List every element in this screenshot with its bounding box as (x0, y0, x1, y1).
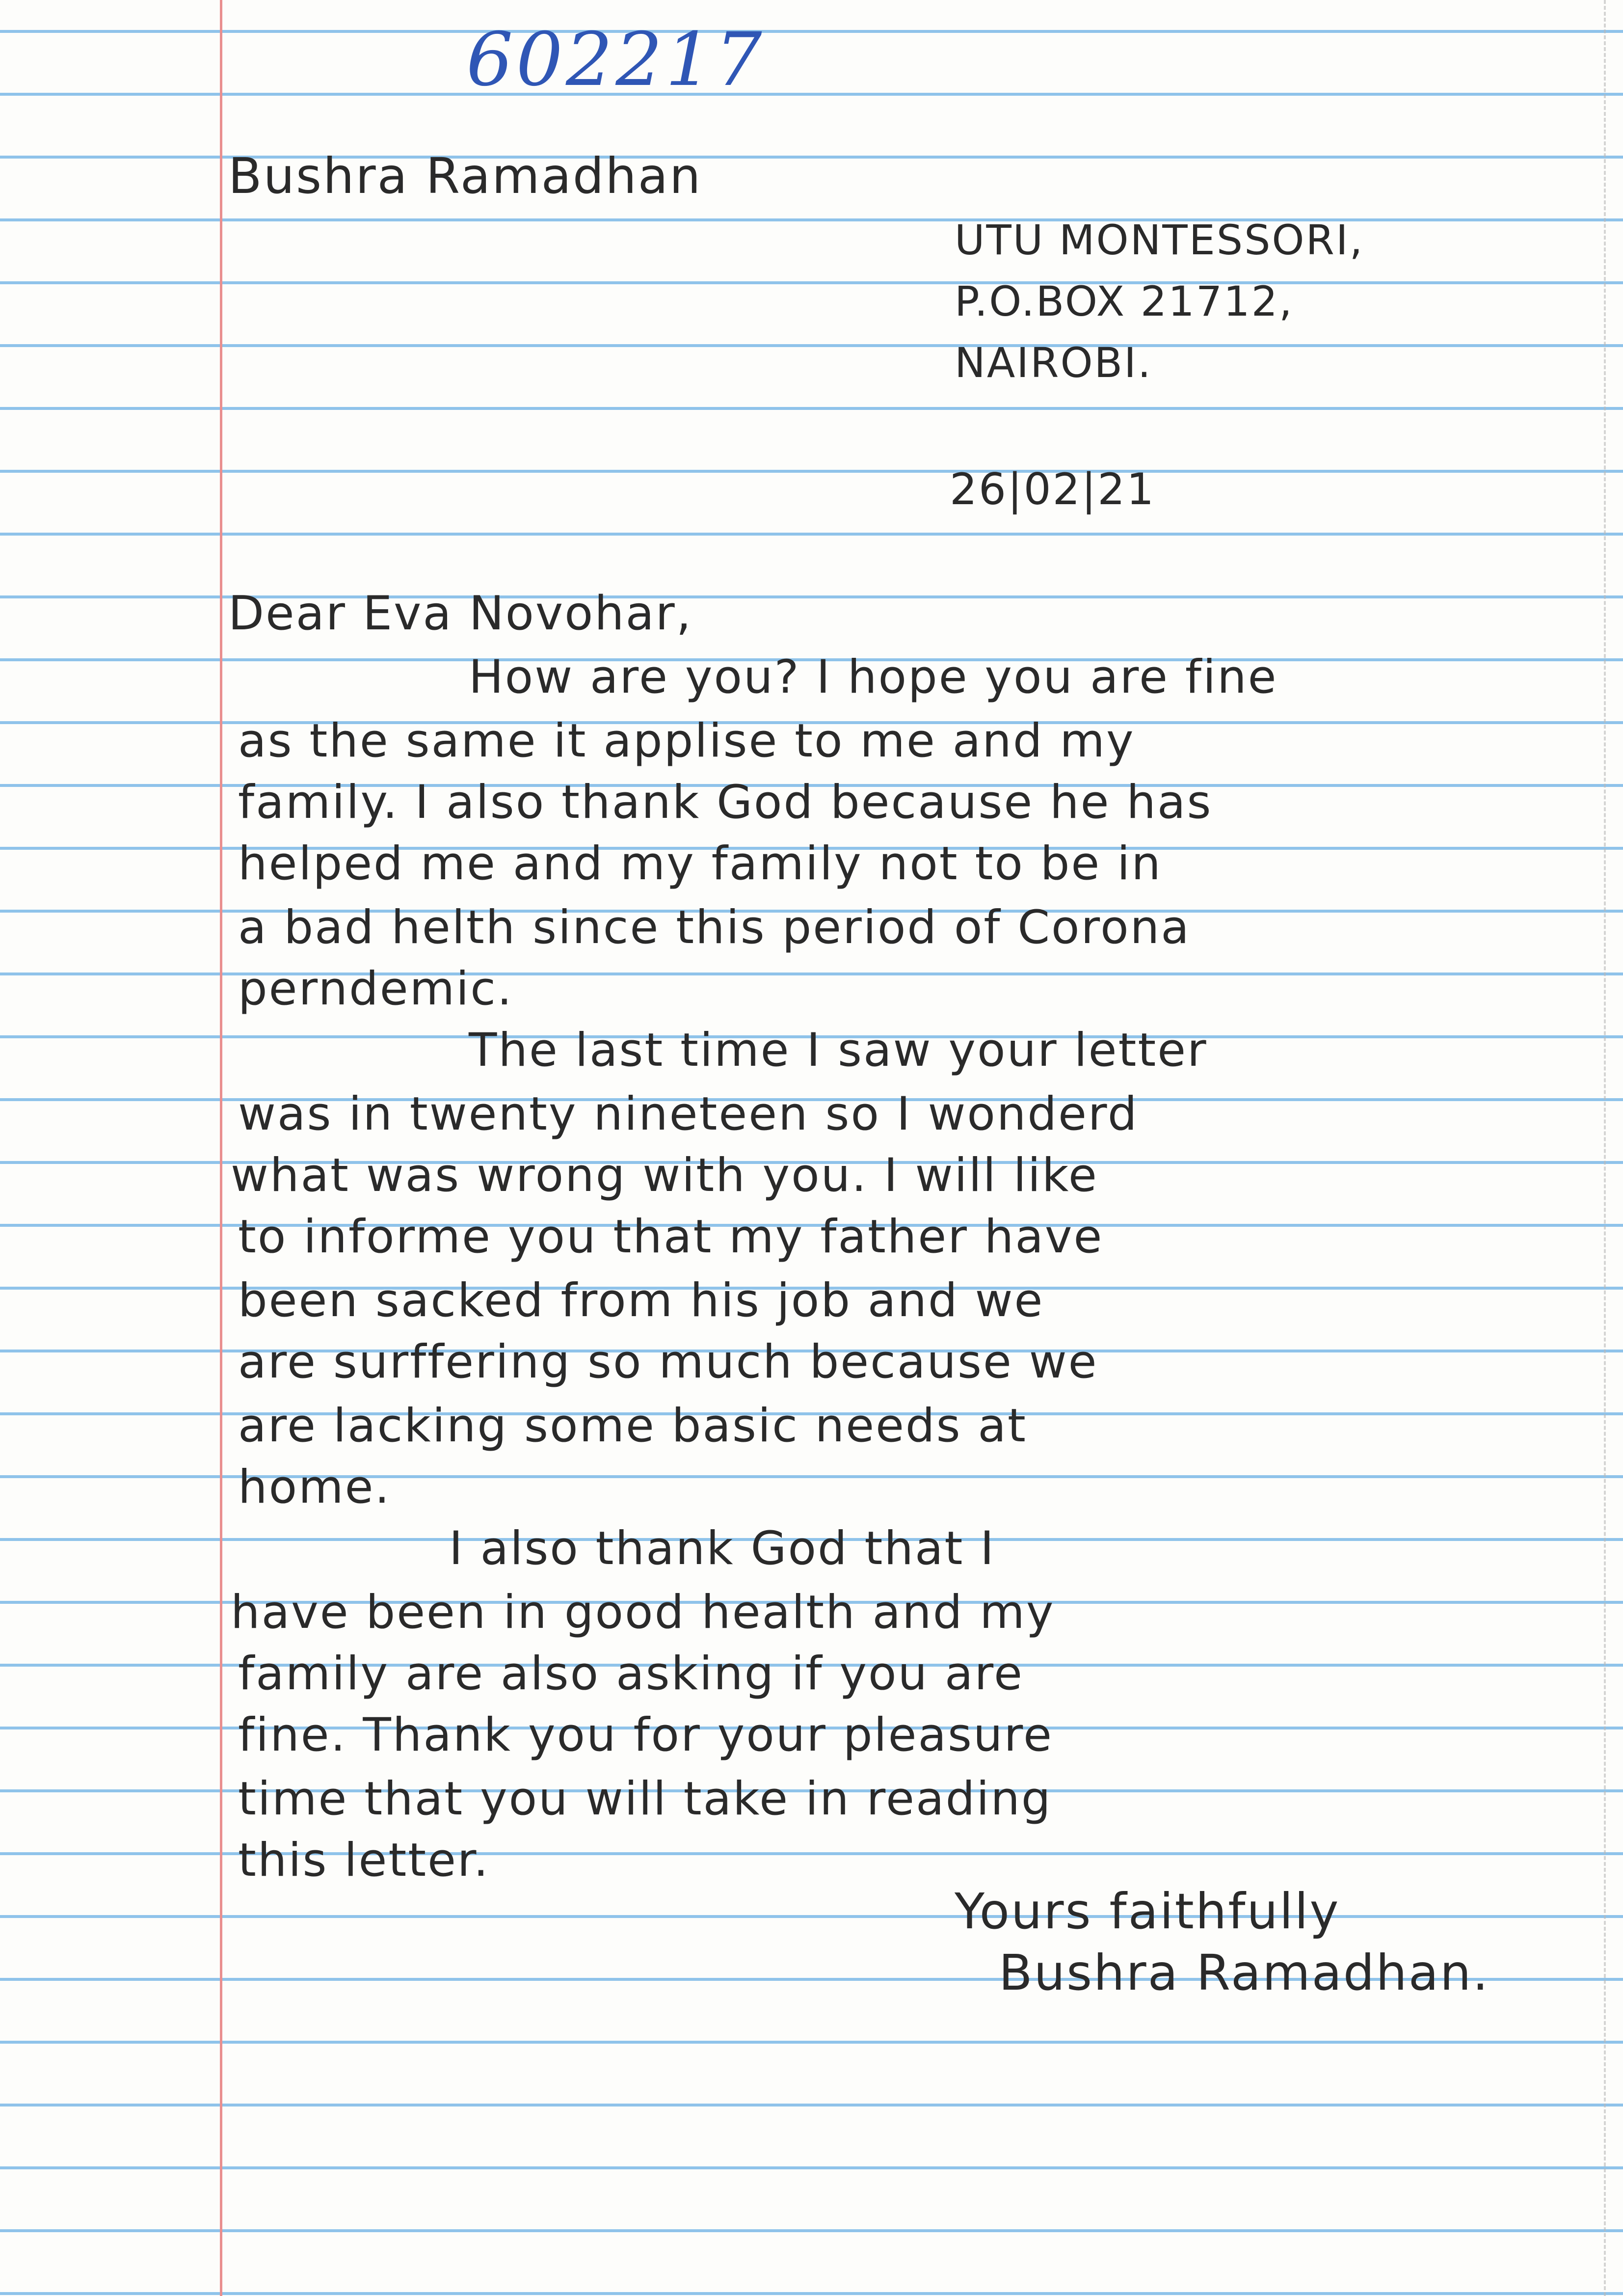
sender-name: Bushra Ramadhan (228, 147, 702, 205)
address-line: UTU MONTESSORI, (955, 216, 1364, 264)
body-line: are lacking some basic needs at (238, 1399, 1027, 1453)
body-line: to informe you that my father have (238, 1210, 1104, 1264)
body-line: fine. Thank you for your pleasure (238, 1708, 1054, 1762)
salutation: Dear Eva Novohar, (228, 587, 692, 641)
body-line: helped me and my family not to be in (238, 837, 1162, 891)
body-line: what was wrong with you. I will like (231, 1149, 1098, 1202)
body-line: been sacked from his job and we (238, 1274, 1044, 1327)
signature-name: Bushra Ramadhan. (999, 1944, 1490, 2001)
body-line: was in twenty nineteen so I wonderd (238, 1087, 1139, 1141)
body-line: perndemic. (238, 962, 513, 1016)
reference-number: 602217 (466, 17, 765, 103)
body-line: The last time I saw your letter (469, 1024, 1208, 1077)
margin-line (220, 0, 222, 2296)
body-line: home. (238, 1460, 391, 1514)
body-line: family are also asking if you are (238, 1647, 1024, 1701)
letter-date: 26|02|21 (950, 464, 1156, 514)
body-line: family. I also thank God because he has (238, 776, 1213, 829)
body-line: How are you? I hope you are fine (469, 650, 1278, 704)
address-line: P.O.BOX 21712, (955, 277, 1294, 325)
body-line: this letter. (238, 1834, 490, 1887)
body-line: have been in good health and my (231, 1586, 1055, 1639)
body-line: time that you will take in reading (238, 1772, 1052, 1826)
body-line: as the same it applise to me and my (238, 714, 1135, 768)
body-line: a bad helth since this period of Corona (238, 901, 1191, 954)
address-line: NAIROBI. (955, 339, 1152, 387)
body-line: are surffering so much because we (238, 1335, 1098, 1389)
body-line: I also thank God that I (449, 1522, 996, 1575)
perforated-edge (1604, 0, 1607, 2296)
closing: Yours faithfully (955, 1883, 1340, 1940)
